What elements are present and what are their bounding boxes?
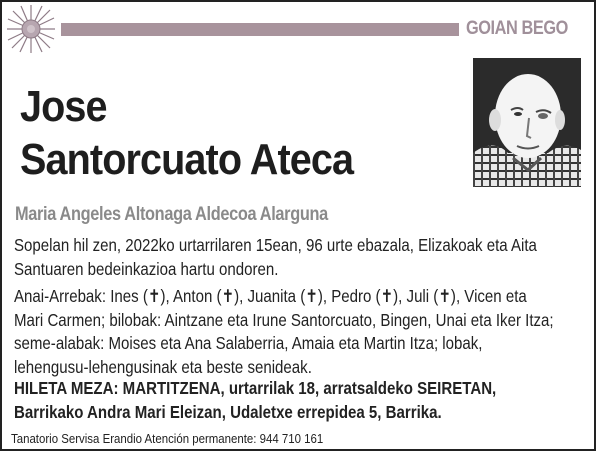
death-notice-paragraph — [14, 234, 537, 281]
funeral-paragraph — [14, 377, 496, 424]
deceased-name — [20, 80, 353, 186]
spouse-line: Maria Angeles Altonaga Aldecoa Alarguna — [15, 204, 328, 225]
text-line: Santuaren bedeinkazioa hartu ondoren. — [14, 258, 279, 279]
text-line: HILETA MEZA: MARTITZENA, urtarrilak 18, arratsaldeko SEIRETAN, — [14, 378, 497, 398]
header-bar — [61, 23, 459, 36]
text-line: lehengusu-lehengusinak eta beste senideak. — [14, 356, 312, 377]
text-line: Sopelan hil zen, 2022ko urtarrilaren 15ean, 96 urte ebazala, Elizakoak eta Aita — [14, 235, 537, 255]
text-line: Barrikako Andra Mari Eleizan, Udaletxe errepidea 5, Barrika. — [14, 401, 442, 422]
footer-contact: Tanatorio Servisa Erandio Atención permanente: 944 710 161 — [11, 431, 324, 446]
text-line: Anai-Arrebak: Ines (✝), Anton (✝), Juanita (✝), Pedro (✝), Juli (✝), Vicen eta — [14, 286, 527, 306]
text-line: seme-alabak: Moises eta Ana Salaberria, Amaia eta Martin Itza; lobak, — [14, 333, 483, 353]
name-surnames: Santorcuato Ateca — [20, 135, 354, 184]
family-paragraph — [14, 285, 554, 379]
text-line: Mari Carmen; bilobak: Aintzane eta Irune Santorcuato, Bingen, Unai eta Iker Itza; — [14, 309, 554, 330]
name-first: Jose — [20, 82, 107, 131]
brand-title: GOIAN BEGO — [466, 18, 568, 39]
thistle-flower-icon — [4, 3, 58, 55]
portrait-photo — [473, 58, 581, 187]
